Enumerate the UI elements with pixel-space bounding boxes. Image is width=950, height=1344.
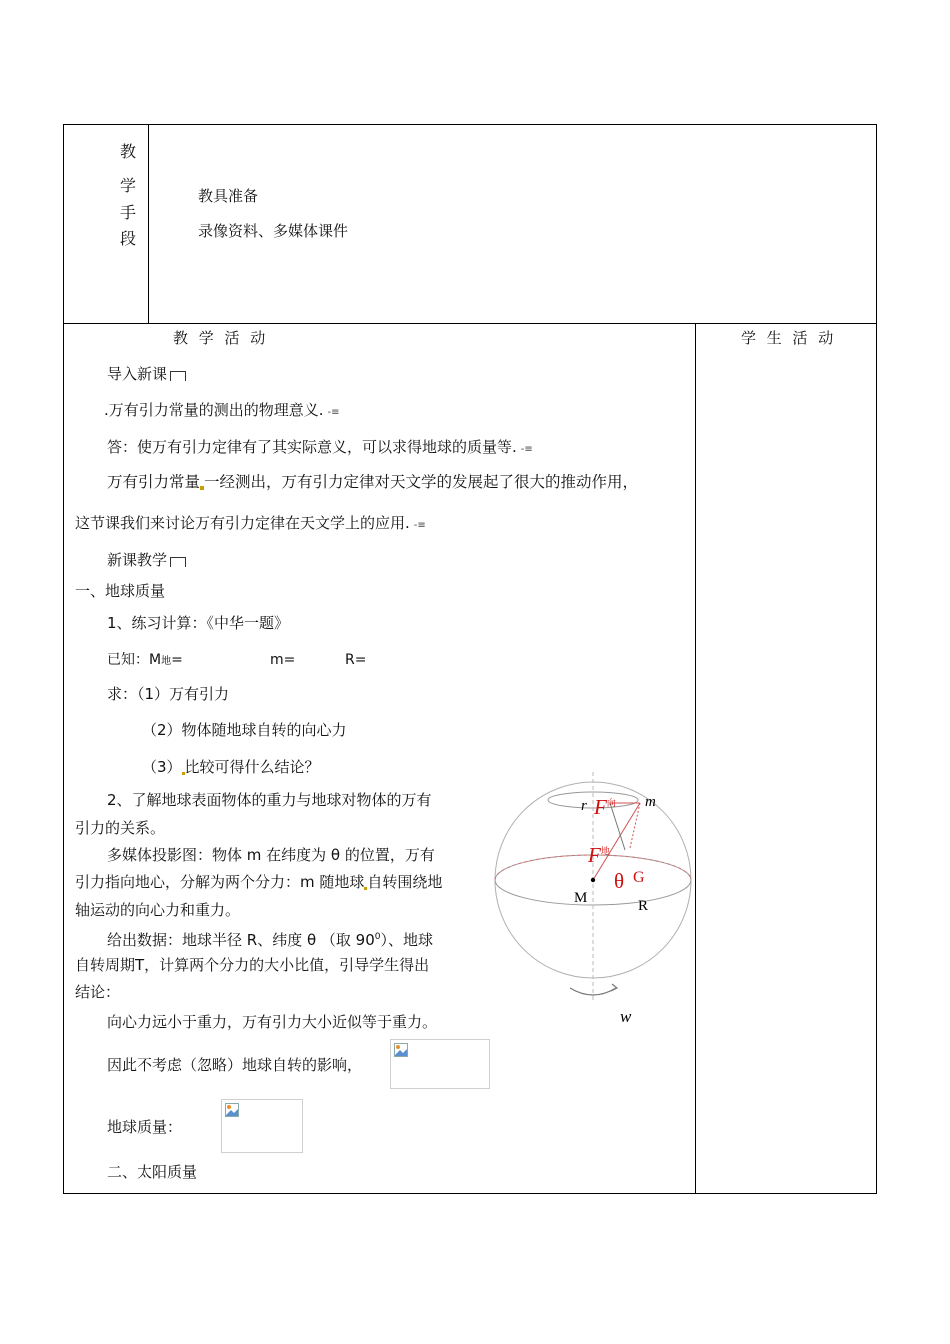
ignore-rotation: 因此不考虑（忽略）地球自转的影响，: [107, 1056, 363, 1074]
label-F-centripetal: $F^向$: [594, 795, 616, 819]
label-char: 教: [120, 142, 137, 161]
label-theta: θ: [614, 869, 625, 893]
broken-image-icon: [225, 1103, 239, 1117]
force-component: [610, 803, 625, 850]
student-activity-header: 学 生 活 动: [741, 329, 837, 347]
known-values: 已知：M地=: [107, 652, 183, 668]
table-border-top: [63, 124, 877, 125]
formula-image-placeholder: [390, 1039, 490, 1089]
section-earth-mass: 一、地球质量: [75, 582, 166, 600]
conclusion: 向心力远小于重力，万有引力大小近似等于重力。: [107, 1013, 438, 1031]
table-border-bottom: [63, 1193, 877, 1194]
intro-answer: 答：使万有引力定律有了其实际意义，可以求得地球的质量等. -≡: [107, 438, 533, 456]
known-m: m=: [270, 652, 296, 668]
known-r: R=: [345, 652, 367, 668]
label-M: M: [574, 890, 588, 906]
formula-image-placeholder: [221, 1099, 303, 1153]
label-G: G: [633, 869, 645, 886]
label-r: r: [581, 798, 587, 814]
earth-center: [591, 878, 595, 882]
teaching-aids-content: 录像资料、多媒体课件: [198, 222, 349, 240]
teaching-activity-header: 教 学 活 动: [173, 329, 269, 347]
intro-title: 导入新课: [107, 364, 186, 384]
para-multimedia-1: 多媒体投影图：物体 m 在纬度为 θ 的位置，万有: [107, 846, 435, 864]
ask-2: （2）物体随地球自转的向心力: [142, 721, 347, 739]
gravity-vector: [630, 803, 640, 848]
intro-paragraph: 万有引力常量 一经测出，万有引力定律对天文学的发展起了很大的推动作用，: [107, 473, 639, 491]
teaching-aids-title: 教具准备: [198, 187, 259, 205]
earth-mass-label: 地球质量：: [107, 1118, 183, 1136]
label-column-divider: [148, 124, 149, 324]
table-border-right: [876, 124, 877, 1194]
earth-force-diagram: [490, 770, 700, 1040]
para-data-1: 给出数据：地球半径 R、纬度 θ （取 $90^0$）、地球: [107, 931, 434, 949]
para-multimedia-3: 轴运动的向心力和重力。: [75, 901, 241, 919]
ask-3: （3） 比较可得什么结论？: [142, 758, 320, 776]
label-m: m: [645, 794, 656, 810]
label-char: 学: [120, 176, 137, 195]
para-multimedia-2: 引力指向地心，分解为两个分力：m 随地球 自转围绕地: [75, 873, 443, 891]
label-char: 段: [120, 229, 137, 248]
intro-paragraph-cont: 这节课我们来讨论万有引力定律在天文学上的应用. -≡: [75, 514, 426, 532]
section-mark: [170, 557, 186, 567]
rotation-arrowhead: [611, 984, 617, 991]
table-border-left: [63, 124, 64, 1194]
new-lesson-title: 新课教学: [107, 550, 186, 570]
para-relation-1: 2、了解地球表面物体的重力与地球对物体的万有: [107, 791, 432, 809]
label-char: 手: [120, 203, 137, 222]
student-column-divider: [695, 323, 696, 1194]
broken-image-icon: [394, 1043, 408, 1057]
para-relation-2: 引力的关系。: [75, 819, 166, 837]
row-divider: [63, 323, 877, 324]
intro-question: .万有引力常量的测出的物理意义. -≡: [104, 401, 340, 419]
para-data-3: 结论：: [75, 983, 121, 1001]
label-w: w: [620, 1007, 632, 1026]
para-data-2: 自转周期T，计算两个分力的大小比值，引导学生得出: [75, 956, 430, 974]
exercise-line: 1、练习计算：《中华一题》: [107, 614, 290, 632]
label-R: R: [638, 898, 649, 914]
ask-1: 求：（1）万有引力: [107, 685, 230, 703]
section-mark: [170, 371, 186, 381]
section-sun-mass: 二、太阳质量: [107, 1163, 198, 1181]
label-F-gravitation: $F^地$: [588, 843, 610, 867]
